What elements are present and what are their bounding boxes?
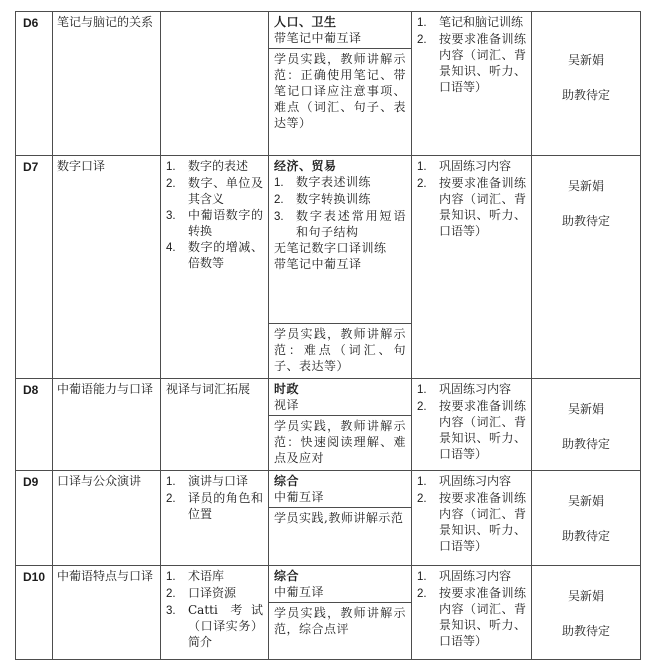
course-schedule-table — [15, 11, 641, 660]
topic-text: 数字口译 — [57, 159, 106, 173]
content-main — [269, 156, 411, 323]
table-row — [16, 566, 641, 660]
content-topic-title: 人口、卫生 — [274, 15, 337, 29]
content-sections — [269, 566, 411, 657]
list-item — [417, 175, 526, 239]
objectives-cell — [161, 156, 269, 379]
content-line: 中葡互译 — [274, 585, 325, 599]
day-cell — [16, 566, 53, 660]
topic-text: 口译与公众演讲 — [57, 474, 142, 488]
list-number: 2. — [166, 493, 176, 505]
list-item-text: 按要求准备训练内容（词汇、背景知识、听力、口语等） — [439, 176, 526, 238]
content-topic-title: 时政 — [274, 382, 300, 396]
content-main — [269, 471, 411, 507]
list-item-text: Catti 考试（口译实务）简介 — [188, 603, 263, 649]
training-list — [417, 158, 526, 239]
objectives-cell — [161, 471, 269, 566]
practice-text: 学员实践，教师讲解示范，综合点评 — [274, 606, 406, 636]
staff-cell — [532, 471, 641, 566]
list-item-text: 数字、单位及其含义 — [188, 176, 263, 206]
list-item-text: 数字表述训练 — [296, 175, 372, 189]
day-cell — [16, 471, 53, 566]
practice-text: 学员实践，教师讲解示范：正确使用笔记、带笔记口译应注意事项、难点（词汇、句子、表达等） — [274, 52, 406, 130]
staff-name-primary: 吴新娟 — [567, 179, 604, 193]
content-main — [269, 379, 411, 415]
content-sections — [269, 471, 411, 563]
content-main — [269, 566, 411, 602]
day-label: D7 — [23, 160, 39, 174]
objectives-list — [166, 568, 263, 650]
content-practice-section — [269, 48, 411, 153]
training-cell — [412, 12, 532, 156]
list-item-text: 数字的表述 — [188, 159, 249, 173]
content-topic-title: 经济、贸易 — [274, 159, 337, 173]
training-list — [417, 381, 526, 462]
list-number: 4. — [166, 242, 176, 254]
list-item-text: 口译资源 — [188, 586, 237, 600]
day-label: D6 — [23, 16, 39, 30]
list-item — [166, 158, 263, 175]
list-item-text: 巩固练习内容 — [439, 569, 512, 583]
list-item — [166, 585, 263, 602]
list-number: 1. — [417, 17, 427, 29]
list-number: 2. — [417, 34, 427, 46]
objectives-cell — [161, 566, 269, 660]
content-line: 带笔记中葡互译 — [274, 31, 362, 45]
content-sections — [269, 12, 411, 153]
topic-text: 笔记与脑记的关系 — [57, 15, 154, 29]
list-item — [417, 568, 526, 585]
content-practice-section — [269, 602, 411, 657]
objectives-list — [166, 473, 263, 522]
list-number: 2. — [166, 588, 176, 600]
day-cell — [16, 379, 53, 471]
staff-name-primary: 吴新娟 — [567, 589, 604, 603]
list-number: 2. — [166, 178, 176, 190]
staff-name-secondary: 助教待定 — [561, 437, 610, 451]
staff-name-primary: 吴新娟 — [567, 494, 604, 508]
content-line: 带笔记中葡互译 — [274, 257, 362, 271]
staff-name-primary: 吴新娟 — [567, 402, 604, 416]
list-number: 3. — [166, 210, 176, 222]
staff-name-primary: 吴新娟 — [567, 53, 604, 67]
staff-cell — [532, 566, 641, 660]
list-item — [166, 473, 263, 490]
content-topic-title: 综合 — [274, 569, 300, 583]
content-practice-section — [269, 415, 411, 468]
list-item — [166, 568, 263, 585]
list-item — [417, 14, 526, 31]
practice-text: 学员实践,教师讲解示范 — [274, 511, 404, 525]
list-number: 1. — [166, 476, 176, 488]
content-list — [274, 174, 406, 240]
content-sections — [269, 156, 411, 376]
list-number: 1. — [166, 571, 176, 583]
topic-cell — [53, 471, 161, 566]
content-practice-section — [269, 507, 411, 563]
list-number: 3. — [274, 211, 284, 223]
topic-text: 中葡语能力与口译 — [57, 382, 154, 396]
staff-name-secondary: 助教待定 — [561, 529, 610, 543]
training-list — [417, 473, 526, 554]
list-item — [166, 207, 263, 239]
list-number: 3. — [166, 605, 176, 617]
list-item-text: 术语库 — [188, 569, 225, 583]
list-number: 2. — [417, 588, 427, 600]
list-item-text: 数字表述常用短语和句子结构 — [296, 209, 406, 239]
content-cell — [269, 566, 412, 660]
day-label: D10 — [23, 570, 46, 584]
list-item — [417, 585, 526, 649]
list-item-text: 按要求准备训练内容（词汇、背景知识、听力、口语等） — [439, 399, 526, 461]
content-line: 无笔记数字口译训练 — [274, 241, 387, 255]
staff-name-secondary: 助教待定 — [561, 88, 610, 102]
list-number: 2. — [417, 178, 427, 190]
list-number: 2. — [417, 401, 427, 413]
content-line: 视译 — [274, 398, 300, 412]
list-number: 1. — [417, 571, 427, 583]
list-item-text: 演讲与口译 — [188, 474, 249, 488]
list-item-text: 笔记和脑记训练 — [439, 15, 524, 29]
list-item-text: 数字的增减、倍数等 — [188, 240, 263, 270]
content-cell — [269, 12, 412, 156]
list-item — [417, 398, 526, 462]
list-item — [274, 208, 406, 240]
list-number: 2. — [274, 194, 284, 206]
table-row — [16, 471, 641, 566]
training-cell — [412, 156, 532, 379]
list-item — [417, 381, 526, 398]
day-cell — [16, 156, 53, 379]
objectives-text: 视译与词汇拓展 — [166, 382, 251, 396]
objectives-cell — [161, 379, 269, 471]
objectives-list — [166, 158, 263, 271]
training-cell — [412, 566, 532, 660]
topic-text: 中葡语特点与口译 — [57, 569, 154, 583]
list-item — [166, 239, 263, 271]
list-item-text: 中葡语数字的转换 — [188, 208, 263, 238]
list-item-text: 数字转换训练 — [296, 192, 372, 206]
day-label: D9 — [23, 475, 39, 489]
content-main — [269, 12, 411, 48]
list-item-text: 按要求准备训练内容（词汇、背景知识、听力、口语等） — [439, 586, 526, 648]
list-item — [417, 473, 526, 490]
list-item-text: 译员的角色和位置 — [188, 491, 263, 521]
day-label: D8 — [23, 383, 39, 397]
list-item-text: 巩固练习内容 — [439, 474, 512, 488]
list-item — [166, 602, 263, 650]
day-cell — [16, 12, 53, 156]
topic-cell — [53, 566, 161, 660]
list-item — [417, 490, 526, 554]
content-topic-title: 综合 — [274, 474, 300, 488]
practice-text: 学员实践，教师讲解示范：难点（词汇、句子、表达等） — [274, 327, 406, 373]
table-row — [16, 379, 641, 471]
list-number: 1. — [417, 476, 427, 488]
content-cell — [269, 156, 412, 379]
training-cell — [412, 471, 532, 566]
content-practice-section — [269, 323, 411, 376]
staff-cell — [532, 379, 641, 471]
table-row — [16, 12, 641, 156]
topic-cell — [53, 379, 161, 471]
objectives-cell — [161, 12, 269, 156]
table-row — [16, 156, 641, 379]
list-item-text: 按要求准备训练内容（词汇、背景知识、听力、口语等） — [439, 32, 526, 94]
list-number: 1. — [417, 384, 427, 396]
list-number: 1. — [417, 161, 427, 173]
content-sections — [269, 379, 411, 468]
list-item — [417, 158, 526, 175]
staff-cell — [532, 12, 641, 156]
content-cell — [269, 379, 412, 471]
staff-cell — [532, 156, 641, 379]
list-item — [274, 191, 406, 208]
training-list — [417, 14, 526, 95]
training-list — [417, 568, 526, 649]
training-cell — [412, 379, 532, 471]
list-item — [274, 174, 406, 191]
content-line: 中葡互译 — [274, 490, 325, 504]
practice-text: 学员实践，教师讲解示范：快速阅读理解、难点及应对 — [274, 419, 406, 465]
list-number: 2. — [417, 493, 427, 505]
staff-name-secondary: 助教待定 — [561, 624, 610, 638]
list-item — [166, 175, 263, 207]
schedule-body — [16, 12, 641, 660]
list-item — [166, 490, 263, 522]
list-item-text: 按要求准备训练内容（词汇、背景知识、听力、口语等） — [439, 491, 526, 553]
list-item-text: 巩固练习内容 — [439, 382, 512, 396]
list-item-text: 巩固练习内容 — [439, 159, 512, 173]
content-cell — [269, 471, 412, 566]
list-number: 1. — [166, 161, 176, 173]
topic-cell — [53, 12, 161, 156]
list-item — [417, 31, 526, 95]
staff-name-secondary: 助教待定 — [561, 214, 610, 228]
list-number: 1. — [274, 177, 284, 189]
topic-cell — [53, 156, 161, 379]
